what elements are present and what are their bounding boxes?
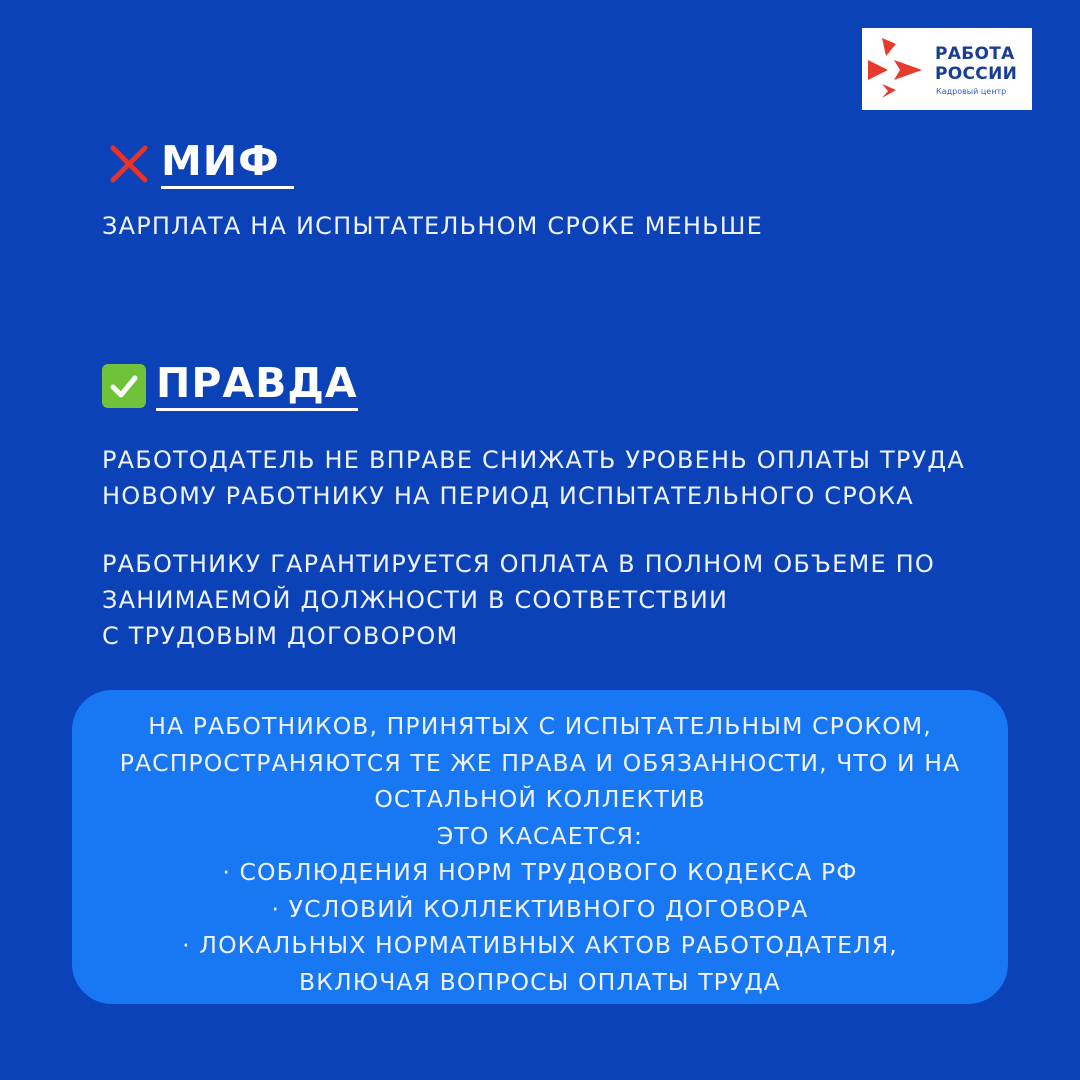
myth-title: МИФ — [161, 138, 294, 189]
truth-paragraph-2: РАБОТНИКУ ГАРАНТИРУЕТСЯ ОПЛАТА В ПОЛНОМ ОБЪЕМЕ ПО ЗАНИМАЕМОЙ ДОЛЖНОСТИ В СООТВЕТСТВИИ С ТРУДОВЫМ ДОГОВОРОМ — [102, 550, 935, 650]
logo-title-line1: РАБОТА — [935, 44, 1015, 64]
check-mark-button-icon — [102, 364, 146, 408]
logo-title-line2: РОССИИ — [935, 64, 1018, 84]
info-bullet: · УСЛОВИЙ КОЛЛЕКТИВНОГО ДОГОВОРА — [271, 894, 809, 923]
info-line: ЭТО КАСАЕТСЯ: — [436, 821, 644, 850]
rabota-rossii-logo — [862, 28, 1032, 110]
logo-arrows-icon — [864, 34, 930, 104]
info-line: НА РАБОТНИКОВ, ПРИНЯТЫХ С ИСПЫТАТЕЛЬНЫМ СРОКОМ, — [148, 712, 932, 740]
truth-paragraph-1: РАБОТОДАТЕЛЬ НЕ ВПРАВЕ СНИЖАТЬ УРОВЕНЬ ОПЛАТЫ ТРУДА НОВОМУ РАБОТНИКУ НА ПЕРИОД ИСПЫТАТЕЛЬНОГО СРОКА — [102, 446, 965, 510]
info-line: ВКЛЮЧАЯ ВОПРОСЫ ОПЛАТЫ ТРУДА — [299, 967, 781, 996]
info-box — [72, 690, 1008, 1004]
info-line: ОСТАЛЬНОЙ КОЛЛЕКТИВ — [374, 785, 706, 813]
truth-heading — [102, 360, 358, 411]
logo-subtitle: Кадровый центр — [936, 87, 1007, 96]
info-bullet: · ЛОКАЛЬНЫХ НОРМАТИВНЫХ АКТОВ РАБОТОДАТЕЛЯ, — [182, 931, 898, 959]
info-line: РАСПРОСТРАНЯЮТСЯ ТЕ ЖЕ ПРАВА И ОБЯЗАННОСТИ, ЧТО И НА — [119, 748, 961, 777]
info-bullet: · СОБЛЮДЕНИЯ НОРМ ТРУДОВОГО КОДЕКСА РФ — [222, 858, 858, 886]
truth-title: ПРАВДА — [156, 360, 358, 411]
myth-statement: ЗАРПЛАТА НА ИСПЫТАТЕЛЬНОМ СРОКЕ МЕНЬШЕ — [102, 212, 763, 240]
info-text — [72, 708, 1008, 1000]
cross-mark-icon — [107, 142, 151, 186]
myth-heading — [107, 138, 294, 189]
